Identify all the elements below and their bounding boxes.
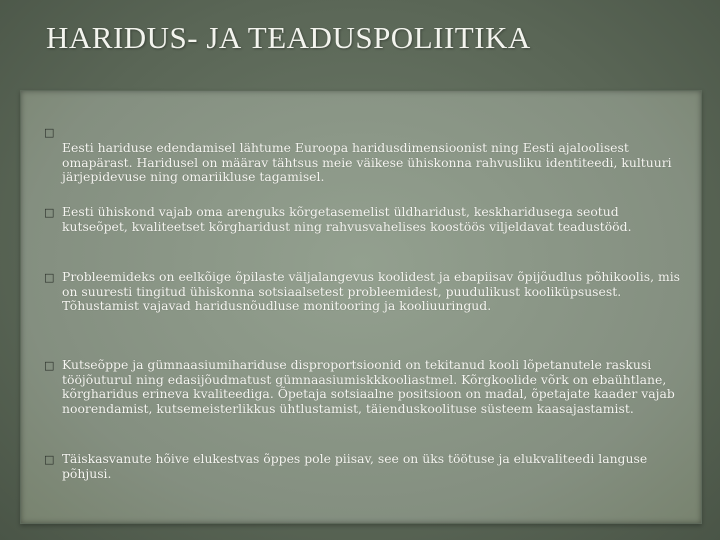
- slide-title: HARIDUS- JA TEADUSPOLIITIKA: [46, 20, 531, 55]
- bullet-text: Täiskasvanute hõive elukestvas õppes pole piisav, see on üks töötuse ja elukvaliteedi languse põhjusi.: [62, 451, 648, 481]
- bullet-item: [44, 270, 684, 314]
- bullet-text: Eesti ühiskond vajab oma arenguks kõrgetasemelist üldharidust, keskharidusega seotud kutseõpet, kvaliteetset kõrgharidust ning rahvusvahelises koostöös viljeldavat teadustööd.: [62, 204, 632, 234]
- bullet-box-icon: □: [44, 126, 55, 139]
- bullet-box-icon: □: [44, 359, 55, 372]
- bullet-box-icon: □: [44, 206, 55, 219]
- bullet-text: Probleemideks on eelkõige õpilaste väljalangevus koolidest ja ebapiisav õpijõudlus põhikoolis, mis on suuresti tingitud ühiskonna sotsiaalsetest probleemidest, puudulikust kooliküpsusest. Tõhustamist vajavad haridusnõudluse monitooring ja kooliuuringud.: [62, 269, 681, 314]
- bullet-box-icon: □: [44, 271, 55, 284]
- bullet-item: [44, 125, 684, 185]
- bullet-box-icon: □: [44, 453, 55, 466]
- bullet-item: [44, 205, 684, 234]
- bullet-text: Eesti hariduse edendamisel lähtume Euroopa haridusdimensioonist ning Eesti ajaloolisest omapärast. Haridusel on määrav tähtsus meie väikese ühiskonna rahvusliku identiteedi, kultuuri järjepidevuse ning omariikluse tagamisel.: [62, 140, 672, 185]
- bullet-item: [44, 358, 684, 416]
- bullet-text: Kutseõppe ja gümnaasiumihariduse disproportsioonid on tekitanud kooli lõpetanutele raskusi tööjõuturul ning edasijõudmatust gümnaasiumiskkkooliastmel. Kõrgkoolide võrk on ebaühtlane, kõrgharidus erineva kvaliteediga. Õpetaja sotsiaalne positsioon on madal, õpetajate kaader vajab noorendamist, kutsemeisterlikkus ühtlustamist, täienduskoolituse süsteem kaasajastamist.: [62, 357, 675, 416]
- bullet-item: [44, 452, 684, 481]
